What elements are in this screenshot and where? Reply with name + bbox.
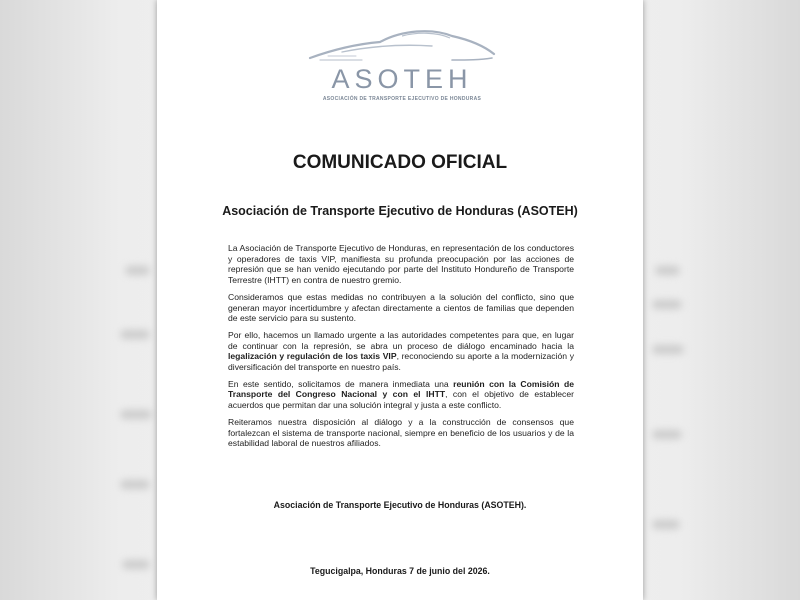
blurred-text-line xyxy=(120,480,150,489)
blurred-text-line xyxy=(120,330,150,339)
paragraph-4 xyxy=(228,379,574,411)
paragraph-1: La Asociación de Transporte Ejecutivo de Honduras, en representación de los conductores y operadores de taxis VIP, manifiesta su profunda preocupación por las acciones de represión que se han venido ejecutando por parte del Instituto Hondureño de Transporte Terrestre (IHTT) en contra de nuestro gremio. xyxy=(228,243,574,286)
asoteh-logo xyxy=(302,20,502,108)
place-date-line: Tegucigalpa, Honduras 7 de junio del 2026. xyxy=(310,566,490,576)
document-page xyxy=(157,0,643,600)
page-subtitle: Asociación de Transporte Ejecutivo de Honduras (ASOTEH) xyxy=(222,204,578,218)
paragraph-3-text: Por ello, hacemos un llamado urgente a las autoridades competentes para que, en lugar de continuar con la represión, se abra un proceso de diálogo encaminado hacia la xyxy=(228,329,574,351)
blurred-text-line xyxy=(125,266,150,275)
logo-tagline: ASOCIACIÓN DE TRANSPORTE EJECUTIVO DE HONDURAS xyxy=(322,96,482,102)
document-body xyxy=(228,243,574,455)
paragraph-3-emphasis: legalización y regulación de los taxis VIP xyxy=(228,351,397,362)
paragraph-4-text-end: , con el objetivo de establecer acuerdos que permitan dar una solución integral y justa a este conflicto. xyxy=(228,389,574,411)
car-silhouette-icon xyxy=(302,20,502,66)
paragraph-5: Reiteramos nuestra disposición al diálogo y a la construcción de consensos que fortalezcan el sistema de transporte nacional, siempre en beneficio de los usuarios y de la estabilidad laboral de nuestros afiliados. xyxy=(228,416,574,449)
paragraph-3-text-end: , reconociendo su aporte a la modernización y diversificación del transporte en nuestro país. xyxy=(228,351,574,373)
paragraph-4-text: En este sentido, solicitamos de manera inmediata una xyxy=(228,378,454,389)
blurred-text-line xyxy=(652,430,682,439)
blurred-text-line xyxy=(120,410,152,419)
paragraph-2: Consideramos que estas medidas no contribuyen a la solución del conflicto, sino que generan mayor incertidumbre y afectan directamente a cientos de familias que dependen de este servicio para su sustento. xyxy=(228,291,574,324)
paragraph-3 xyxy=(228,330,574,373)
paragraph-4-emphasis: reunión con la Comisión de Transporte del Congreso Nacional y con el IHTT xyxy=(228,378,574,400)
blurred-text-line xyxy=(655,266,680,275)
signature-line: Asociación de Transporte Ejecutivo de Honduras (ASOTEH). xyxy=(273,500,527,510)
blurred-text-line xyxy=(652,345,684,354)
logo-wordmark: ASOTEH xyxy=(331,64,473,94)
page-title: COMUNICADO OFICIAL xyxy=(292,152,508,173)
blurred-text-line xyxy=(652,520,680,529)
blurred-text-line xyxy=(122,560,150,569)
blurred-text-line xyxy=(652,300,682,309)
